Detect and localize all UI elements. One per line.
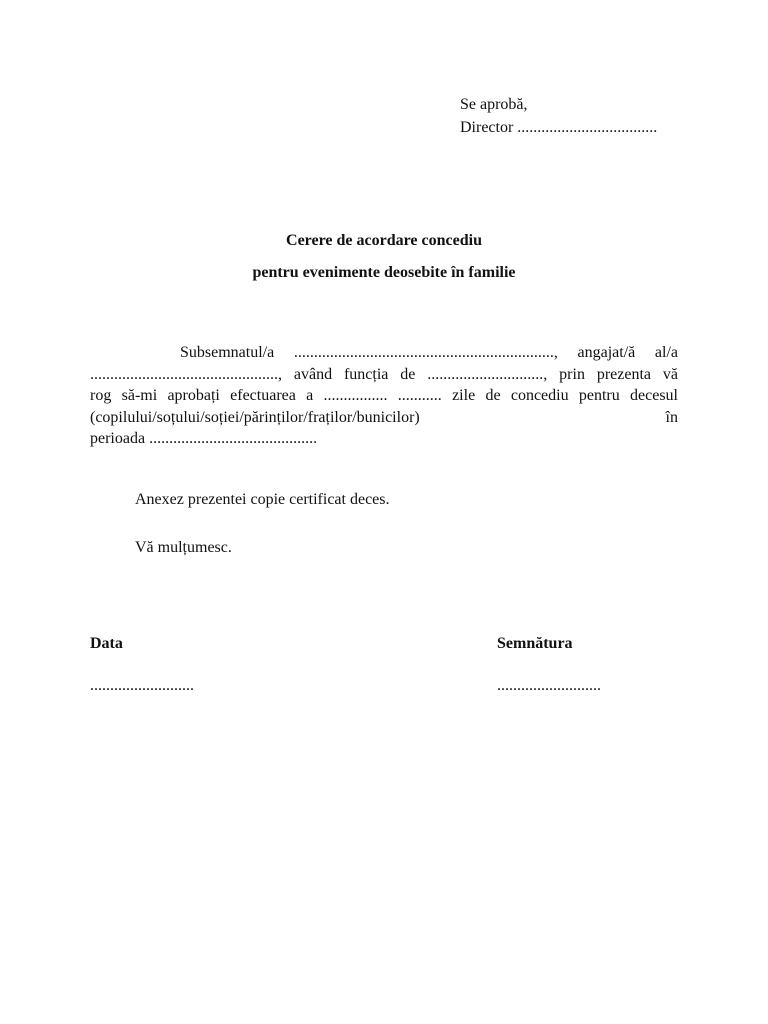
paragraph-line-5: perioada .......................................... (90, 430, 318, 448)
paragraph-line-4-right: în (665, 408, 678, 426)
signature-label: Semnătura (497, 635, 573, 652)
approval-block (460, 93, 657, 139)
date-label: Data (90, 635, 123, 652)
paragraph-line-4 (90, 407, 678, 429)
approval-text: Se aprobă, (460, 96, 528, 113)
paragraph-line-4-left: (copilului/soțului/soției/părinților/fraților/bunicilor) (90, 408, 420, 426)
paragraph-line-1: Subsemnatul/a ................................................................., angajat/ă al/a (180, 344, 678, 361)
document-title: Cerere de acordare concediu (286, 232, 482, 249)
date-field: .......................... (90, 677, 194, 694)
signature-field: .......................... (497, 677, 601, 694)
paragraph-line-2: ..............................................., având funcția de ............................., prin prezenta vă (90, 365, 678, 383)
annex-statement: Anexez prezentei copie certificat deces. (135, 491, 390, 508)
request-paragraph (90, 342, 678, 450)
document-subtitle: pentru evenimente deosebite în familie (252, 264, 516, 281)
paragraph-line-3: rog să-mi aprobați efectuarea a ................ ........... zile de concediu pentru decesul (90, 387, 678, 405)
director-line: Director ................................... (460, 119, 658, 136)
thanks-statement: Vă mulțumesc. (135, 539, 232, 556)
